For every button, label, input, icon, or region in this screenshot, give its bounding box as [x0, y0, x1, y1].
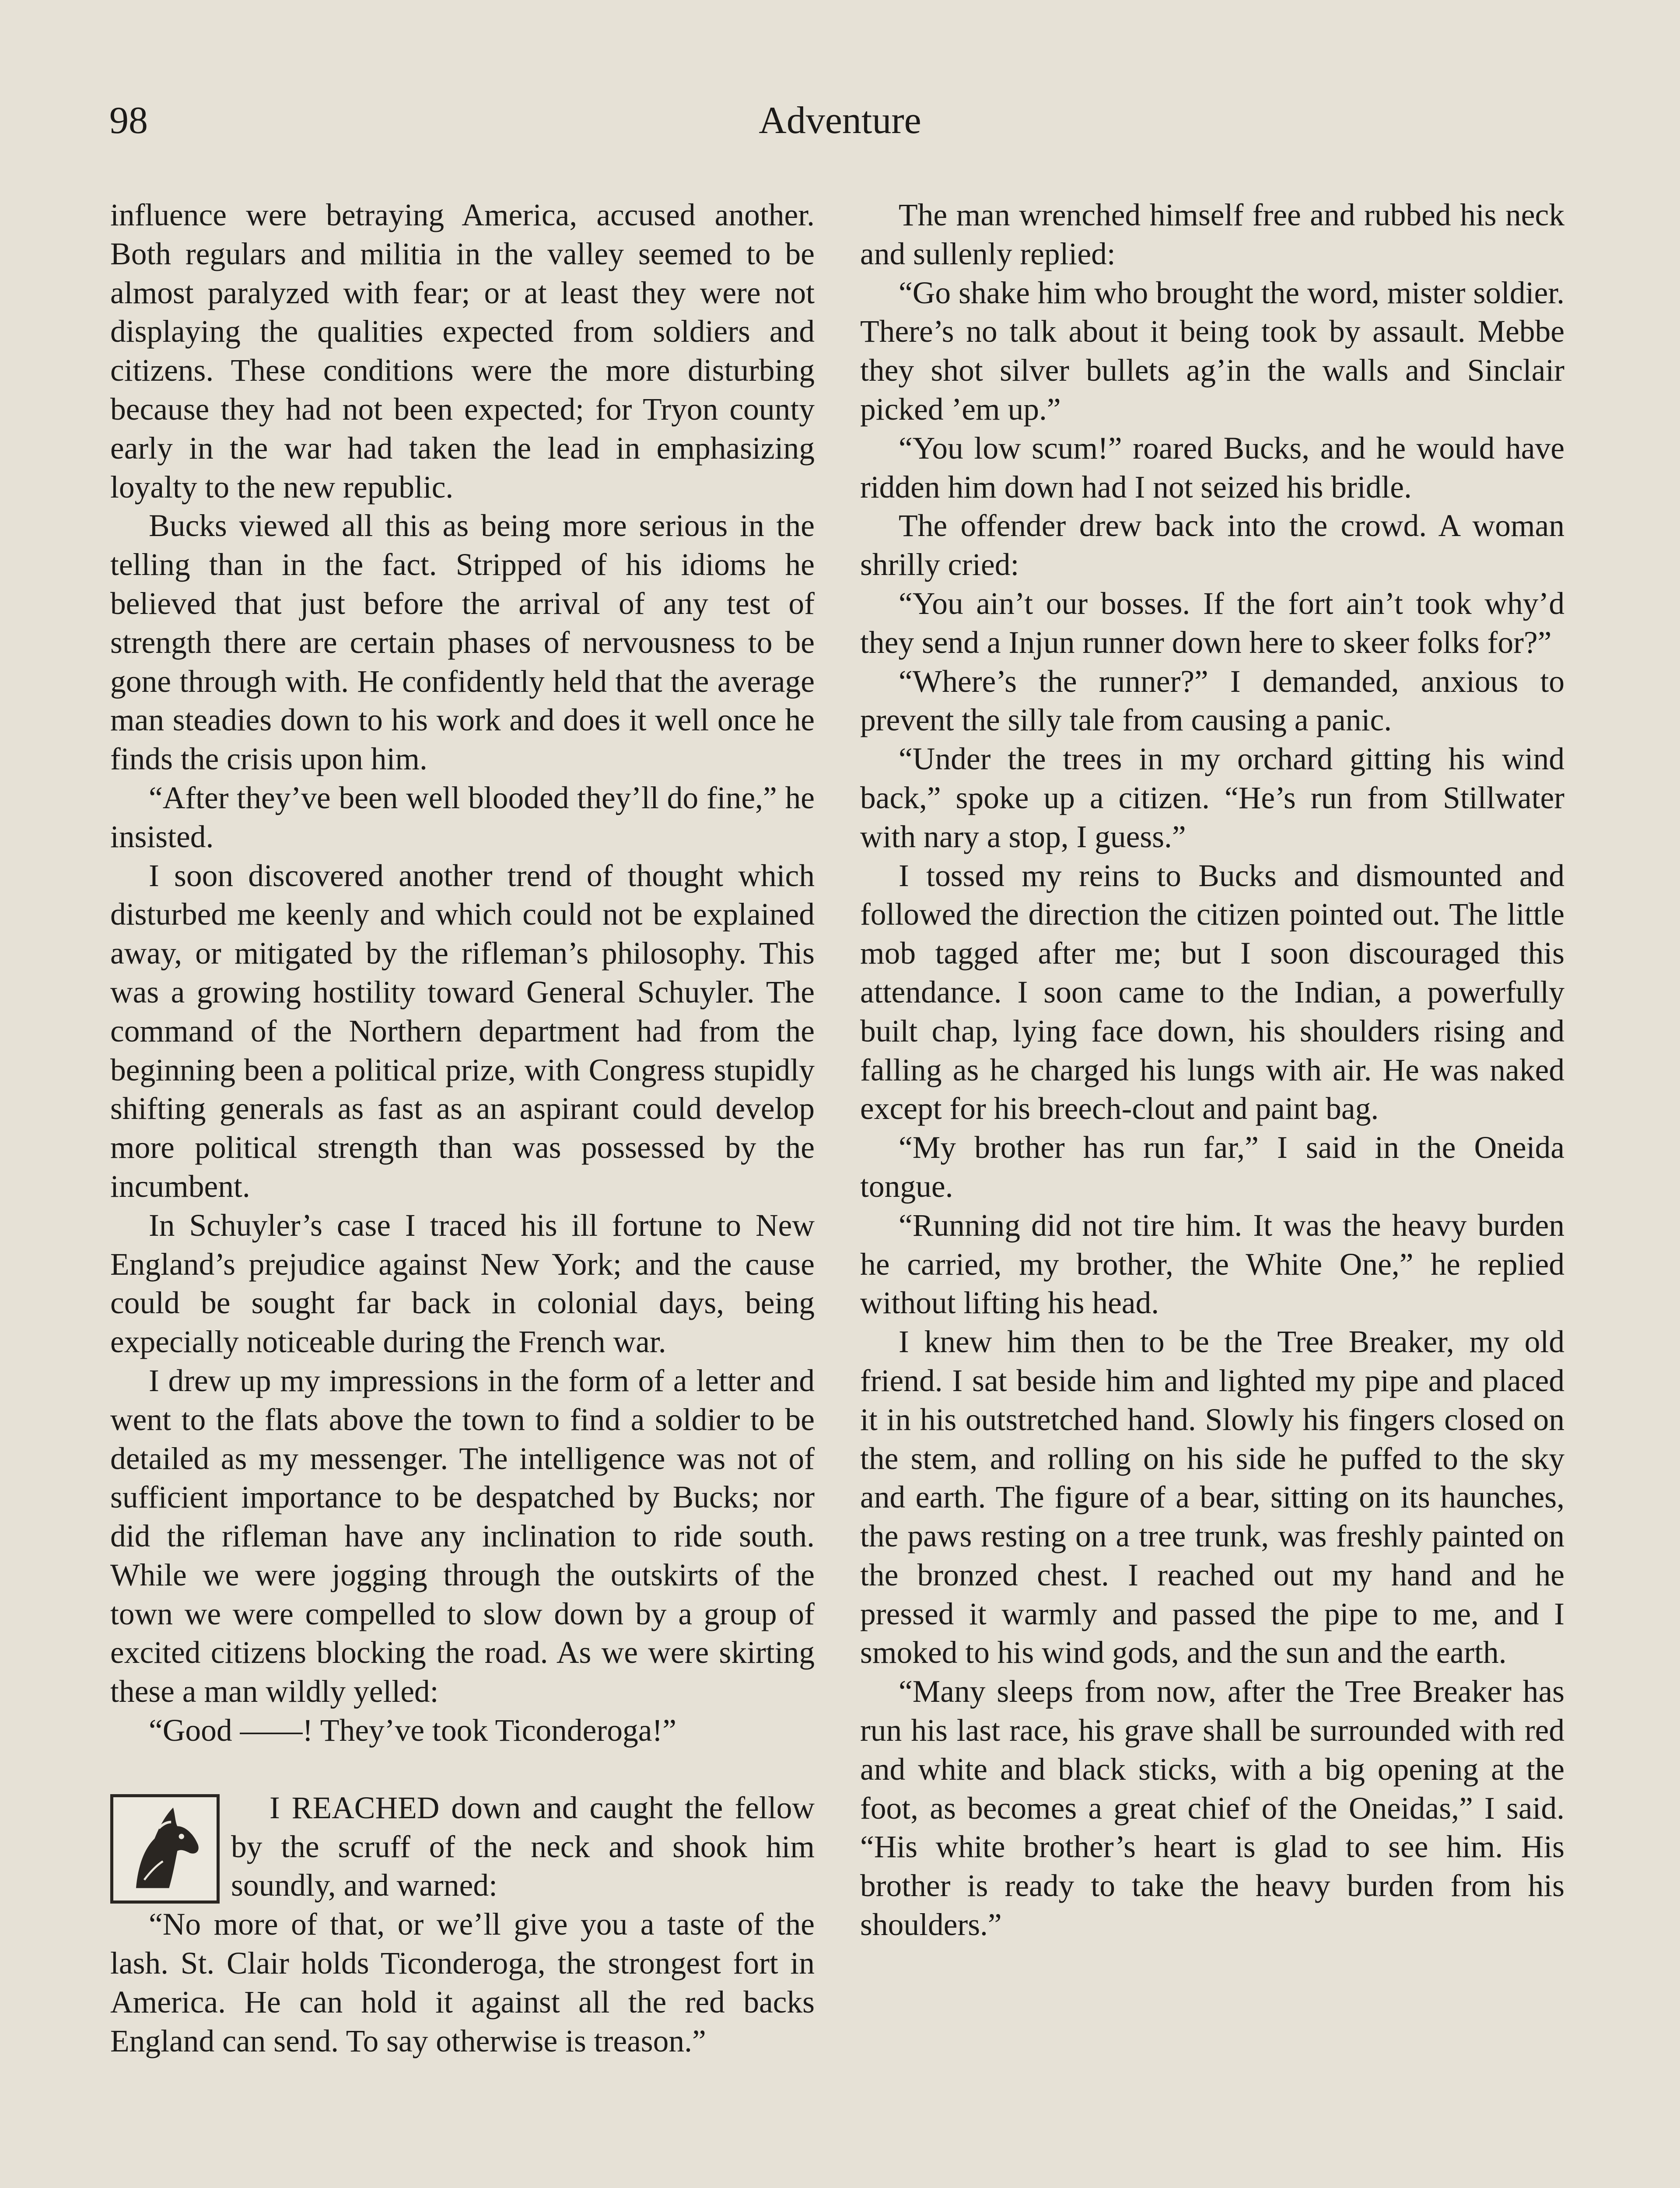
paragraph: The offender drew back into the crowd. A woman shrilly cried: — [860, 508, 1564, 582]
paragraph: Bucks viewed all this as being more serious in the telling than in the fact. Stripped of his idioms he believed that just before the arrival of any test of strength there are certain phases of nervousness to be gone through with. He confidently held that the average man steadies down to his work and does it well once he finds the crisis upon him. — [110, 508, 815, 777]
paragraph: I tossed my reins to Bucks and dismounted and followed the direction the citizen pointed out. The little mob tagged after me; but I soon discouraged this attendance. I soon came to the Indian, a powerfully built chap, lying face down, his shoulders rising and falling as he charged his lungs with air. He was naked except for his breech-clout and paint bag. — [860, 858, 1564, 1126]
paragraph: The man wrenched himself free and rubbed his neck and sullenly replied: — [860, 198, 1564, 271]
left-column — [110, 196, 815, 2188]
paragraph: “After they’ve been well blooded they’ll do fine,” he insisted. — [110, 780, 815, 854]
decorative-initial-icon — [110, 1794, 220, 1904]
paragraph: “No more of that, or we’ll give you a taste of the lash. St. Clair holds Ticonderoga, the strongest fort in America. He can hold it against all the red backs England can send. To say otherwise is treason.” — [110, 1907, 815, 2058]
paragraph: “Many sleeps from now, after the Tree Breaker has run his last race, his grave shall be surrounded with red and white and black sticks, with a big opening at the foot, as becomes a great chief of the Oneidas,” I said. “His white brother’s heart is glad to see him. His brother is ready to take the heavy burden from his shoulders.” — [860, 1674, 1564, 1943]
dropcap-text: I REACHED down and caught the fellow by the scruff of the neck and shook him soundly, and warned: — [231, 1790, 815, 1903]
paragraph: “You low scum!” roared Bucks, and he would have ridden him down had I not seized his bridle. — [860, 431, 1564, 505]
running-title: Adventure — [759, 99, 921, 142]
paragraph: I soon discovered another trend of thought which disturbed me keenly and which could not be explained away, or mitigated by the rifleman’s philosophy. This was a growing hostility toward General Schuyler. The command of the Northern department had from the beginning been a political prize, with Congress stupidly shifting generals as fast as an aspirant could develop more political strength than was possessed by the incumbent. — [110, 858, 815, 1204]
paragraph: I drew up my impressions in the form of a letter and went to the flats above the town to find a soldier to be detailed as my messenger. The intelligence was not of sufficient importance to be despatched by Bucks; nor did the rifleman have any inclination to ride south. While we were jogging through the outskirts of the town we were compelled to slow down by a group of excited citizens blocking the road. As we were skirting these a man wildly yelled: — [110, 1363, 815, 1709]
paragraph: “My brother has run far,” I said in the Oneida tongue. — [860, 1130, 1564, 1204]
paragraph: “Go shake him who brought the word, mister soldier. There’s no talk about it being took by assault. Mebbe they shot silver bullets ag’in the walls and Sinclair picked ’em up.” — [860, 275, 1564, 427]
page-number: 98 — [109, 99, 148, 142]
paragraph: “Running did not tire him. It was the heavy burden he carried, my brother, the White One,” he replied without lifting his head. — [860, 1208, 1564, 1321]
paragraph: In Schuyler’s case I traced his ill fortune to New England’s prejudice against New York; and the cause could be sought far back in colonial days, being expecially noticeable during the French war. — [110, 1208, 815, 1360]
paragraph: influence were betraying America, accused another. Both regulars and militia in the valley seemed to be almost paralyzed with fear; or at least they were not displaying the qualities expected from soldiers and citizens. These conditions were the more disturbing because they had not been expected; for Tryon county early in the war had taken the lead in emphasizing loyalty to the new republic. — [110, 198, 815, 505]
paragraph: “Under the trees in my orchard gitting his wind back,” spoke up a citizen. “He’s run from Stillwater with nary a stop, I guess.” — [860, 742, 1564, 854]
dropcap-paragraph — [110, 1789, 815, 1905]
paragraph: “Good ——! They’ve took Ticonderoga!” — [149, 1713, 677, 1748]
paragraph: I knew him then to be the Tree Breaker, my old friend. I sat beside him and lighted my pipe and placed it in his outstretched hand. Slowly his fingers closed on the stem, and rolling on his side he puffed to the sky and earth. The figure of a bear, sitting on its haunches, the paws resting on a tree trunk, was freshly painted on the bronzed chest. I reached out my hand and he pressed it warmly and passed the pipe to me, and I smoked to his wind gods, and the sun and the earth. — [860, 1325, 1564, 1670]
horse-head-icon — [113, 1797, 217, 1900]
right-column — [860, 196, 1564, 2188]
paragraph: “Where’s the runner?” I demanded, anxious to prevent the silly tale from causing a panic. — [860, 664, 1564, 738]
paragraph: “You ain’t our bosses. If the fort ain’t took why’d they send a Injun runner down here to skeer folks for?” — [860, 586, 1564, 660]
